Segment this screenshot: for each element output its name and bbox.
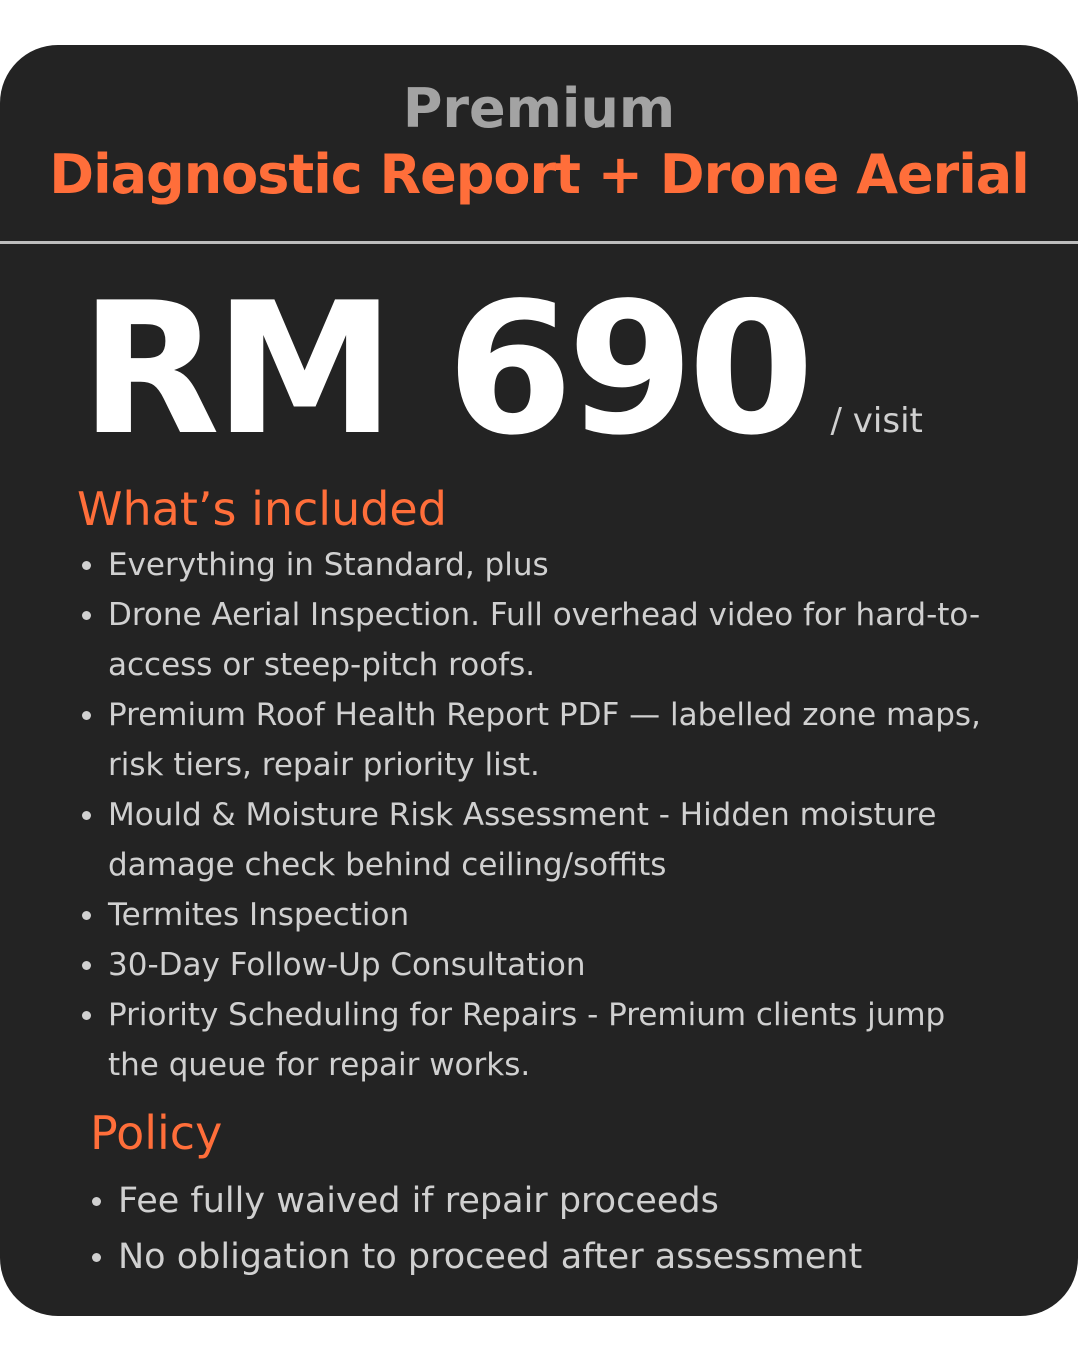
included-item-text: Termites Inspection [108,897,410,933]
included-item-text: 30-Day Follow-Up Consultation [108,947,586,983]
included-item [108,790,988,890]
plan-tier: Premium [402,77,676,140]
included-list [108,540,988,1090]
pricing-card [0,45,1078,1316]
included-item-text: Everything in Standard, plus [108,547,549,583]
policy-list [118,1173,1018,1285]
included-item [108,540,988,590]
included-item-text: Premium Roof Health Report PDF — labelled zone maps, risk tiers, repair priority list. [108,697,981,783]
policy-item-text: Fee fully waived if repair proceeds [118,1181,719,1221]
included-heading: What’s included [77,482,447,536]
bullet-icon [82,911,91,920]
policy-item-text: No obligation to proceed after assessment [118,1237,863,1277]
bullet-icon [82,811,91,820]
bullet-icon [82,611,91,620]
policy-item [118,1229,1018,1285]
bullet-icon [92,1197,101,1206]
included-item [108,690,988,790]
included-item-text: Mould & Moisture Risk Assessment - Hidden moisture damage check behind ceiling/soffits [108,797,937,883]
price-unit: / visit [830,401,923,441]
bullet-icon [92,1253,101,1262]
price-row [80,263,923,475]
included-item-text: Drone Aerial Inspection. Full overhead video for hard-to-access or steep-pitch roofs. [108,597,981,683]
plan-name: Diagnostic Report + Drone Aerial [49,143,1029,206]
included-item-text: Priority Scheduling for Repairs - Premium clients jump the queue for repair works. [108,997,946,1083]
included-item [108,890,988,940]
bullet-icon [82,1011,91,1020]
included-item [108,590,988,690]
included-item [108,990,988,1090]
header-divider [0,241,1078,244]
included-item [108,940,988,990]
bullet-icon [82,961,91,970]
price-amount: RM 690 [80,263,809,475]
policy-heading: Policy [90,1106,223,1160]
policy-item [118,1173,1018,1229]
bullet-icon [82,711,91,720]
bullet-icon [82,561,91,570]
